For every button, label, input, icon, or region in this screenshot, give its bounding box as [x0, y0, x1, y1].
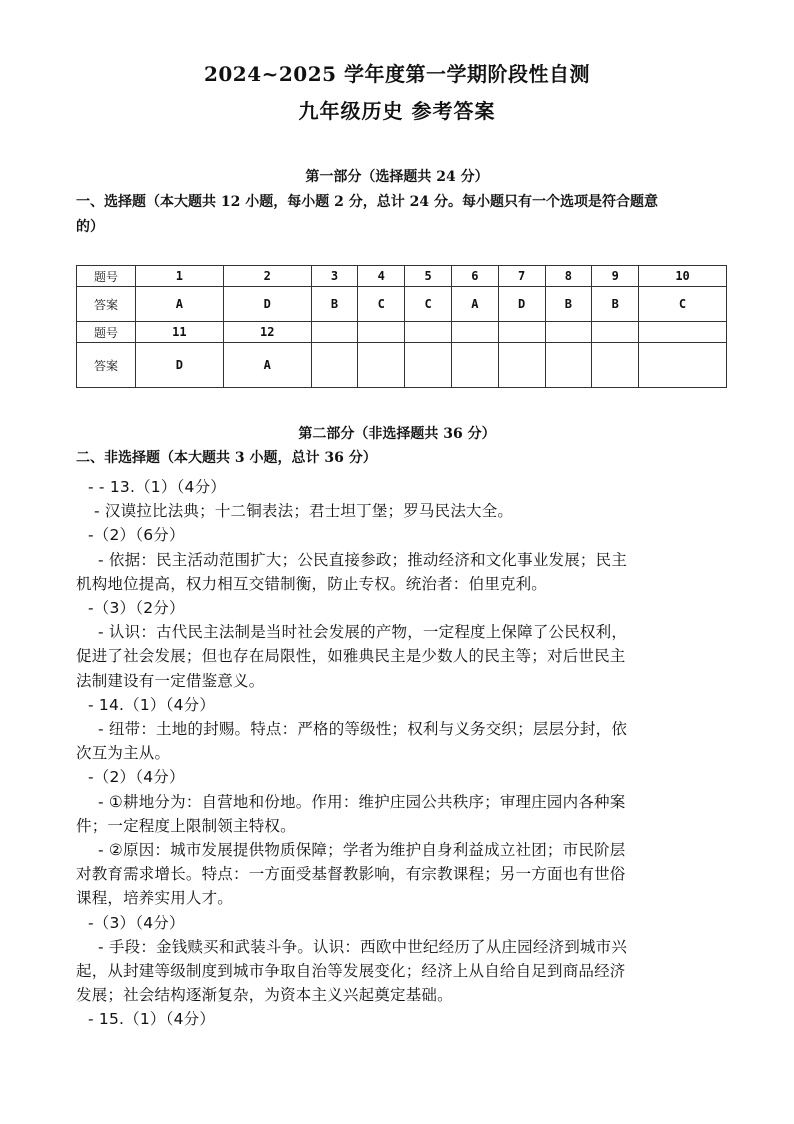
question-number-cell: 2	[223, 266, 311, 287]
answer-line: 起，从封建等级制度到城市争取自治等发展变化；经济上从自给自足到商品经济	[76, 962, 626, 981]
question-number-cell: 12	[223, 322, 311, 343]
answer-cell	[405, 343, 452, 388]
table-row	[77, 343, 727, 388]
answer-table	[76, 265, 727, 388]
answer-line: 件；一定程度上限制领主特权。	[76, 816, 296, 835]
question-number-cell: 5	[405, 266, 452, 287]
answer-line: - - 13.（1）（4分）	[88, 478, 226, 496]
part1-heading: 第一部分（选择题共 24 分）	[305, 169, 489, 185]
question-number-cell: 1	[136, 266, 224, 287]
part1-section-title	[76, 190, 726, 240]
answer-cell: B	[545, 287, 592, 322]
section-title-line: 一、选择题（本大题共 12 小题，每小题 2 分，总计 24 分。每小题只有一个选项是符合题意	[76, 194, 658, 210]
answer-cell: B	[311, 287, 358, 322]
answer-line: - 15.（1）（4分）	[88, 1010, 216, 1029]
question-number-cell	[358, 322, 405, 343]
answer-cell: A	[451, 287, 498, 322]
answer-cell	[311, 343, 358, 388]
answer-line: -（3）（2分）	[88, 599, 185, 618]
question-number-cell: 6	[451, 266, 498, 287]
question-number-cell: 8	[545, 266, 592, 287]
question-number-cell: 4	[358, 266, 405, 287]
answer-line: 发展；社会结构逐渐复杂，为资本主义兴起奠定基础。	[76, 986, 453, 1005]
question-number-cell	[405, 322, 452, 343]
answer-line: 促进了社会发展；但也存在局限性，如雅典民主是少数人的民主等；对后世民主	[76, 647, 626, 666]
question-number-cell: 10	[639, 266, 727, 287]
question-number-cell	[498, 322, 545, 343]
answer-cell	[358, 343, 405, 388]
question-number-cell	[311, 322, 358, 343]
answer-line: -（3）（4分）	[88, 913, 185, 932]
answer-cell	[592, 343, 639, 388]
answer-cell: D	[498, 287, 545, 322]
question-number-cell	[639, 322, 727, 343]
page-title: 2024~2025 学年度第一学期阶段性自测	[203, 62, 591, 86]
answer-cell: A	[136, 287, 224, 322]
table-row	[77, 322, 727, 343]
answer-cell: C	[405, 287, 452, 322]
question-number-cell	[451, 322, 498, 343]
question-number-cell: 3	[311, 266, 358, 287]
answer-cell	[639, 343, 727, 388]
answer-line: 机构地位提高，权力相互交错制衡，防止专权。统治者：伯里克利。	[76, 574, 548, 593]
answer-cell: A	[223, 343, 311, 388]
answer-line: - ②原因：城市发展提供物质保障；学者为维护自身利益成立社团；市民阶层	[98, 841, 626, 860]
section-title-line: 的）	[76, 219, 104, 235]
part2-section-title: 二、非选择题（本大题共 3 小题，总计 36 分）	[76, 450, 377, 466]
answer-cell: C	[639, 287, 727, 322]
answer-cell: D	[136, 343, 224, 388]
answer-line: -（2）（4分）	[88, 768, 185, 787]
question-number-cell: 11	[136, 322, 224, 343]
answer-line: - 14.（1）（4分）	[88, 695, 216, 714]
answer-line: 课程，培养实用人才。	[76, 889, 234, 908]
answer-line: - 纽带：土地的封赐。特点：严格的等级性；权利与义务交织；层层分封，依	[98, 720, 628, 739]
question-number-cell	[592, 322, 639, 343]
answer-line: 法制建设有一定借鉴意义。	[76, 671, 265, 690]
answer-cell: C	[358, 287, 405, 322]
answer-line: -（2）（6分）	[88, 526, 185, 545]
answer-cell	[451, 343, 498, 388]
answer-line: - ①耕地分为：自营地和份地。作用：维护庄园公共秩序；审理庄园内各种案	[98, 792, 626, 811]
answer-line: 次互为主从。	[76, 744, 171, 763]
answer-cell	[545, 343, 592, 388]
question-number-cell	[545, 322, 592, 343]
table-label-cell: 答案	[77, 343, 136, 388]
table-row	[77, 287, 727, 322]
table-row	[77, 266, 727, 287]
table-label-cell: 题号	[77, 266, 136, 287]
answer-cell: B	[592, 287, 639, 322]
question-number-cell: 9	[592, 266, 639, 287]
answer-line: 对教育需求增长。特点：一方面受基督教影响，有宗教课程；另一方面也有世俗	[76, 865, 626, 884]
answer-line: - 汉谟拉比法典；十二铜表法；君士坦丁堡；罗马民法大全。	[94, 502, 514, 521]
answer-line: - 认识：古代民主法制是当时社会发展的产物，一定程度上保障了公民权利，	[98, 623, 628, 642]
page-subtitle: 九年级历史 参考答案	[298, 99, 496, 123]
answer-line: - 依据：民主活动范围扩大；公民直接参政；推动经济和文化事业发展；民主	[98, 550, 628, 569]
answer-cell	[498, 343, 545, 388]
part2-heading: 第二部分（非选择题共 36 分）	[298, 426, 496, 442]
table-label-cell: 答案	[77, 287, 136, 322]
answer-cell: D	[223, 287, 311, 322]
answer-body	[76, 475, 716, 1032]
answer-line: - 手段：金钱赎买和武装斗争。认识：西欧中世纪经历了从庄园经济到城市兴	[98, 937, 628, 956]
table-label-cell: 题号	[77, 322, 136, 343]
question-number-cell: 7	[498, 266, 545, 287]
